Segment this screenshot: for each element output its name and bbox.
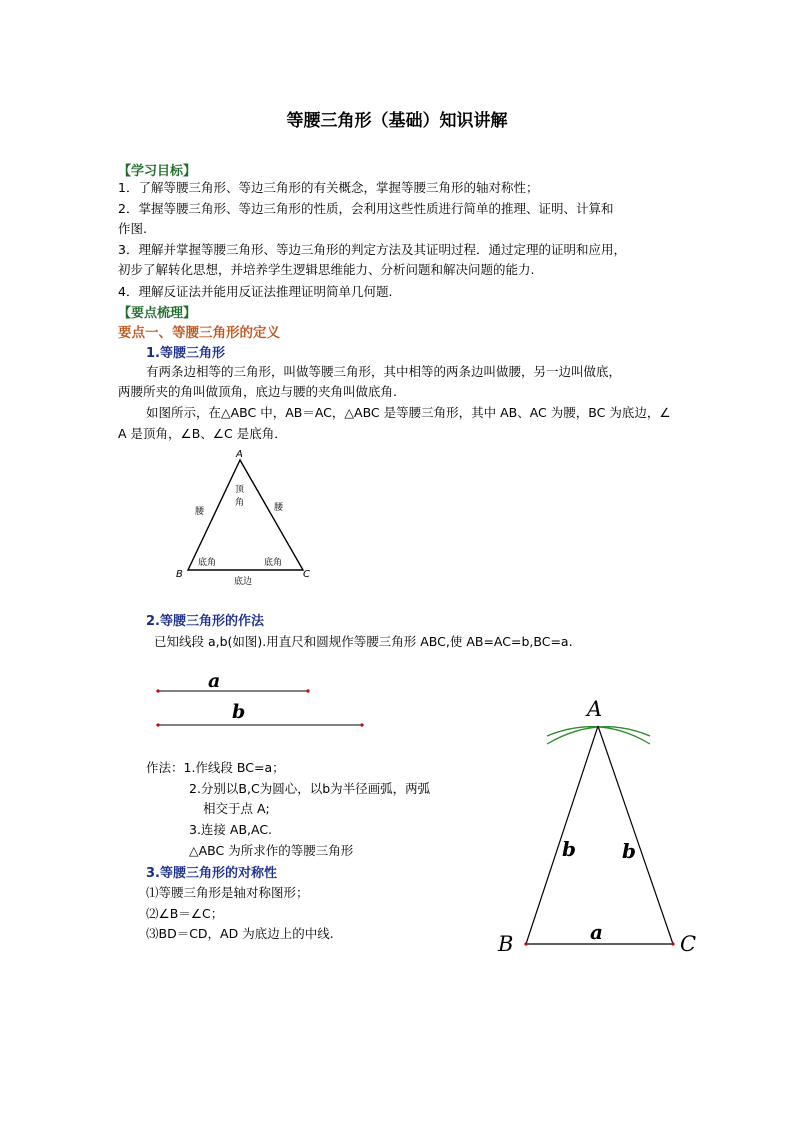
- segment-endpoint: [156, 723, 159, 726]
- point-c: [671, 942, 674, 945]
- apex-angle-label: 顶: [235, 485, 245, 495]
- side-ab: [526, 726, 598, 944]
- sub-heading-construction: 2.等腰三角形的作法: [146, 614, 264, 629]
- goal-line: 初步了解转化思想，并培养学生逻辑思维能力、分析问题和解决问题的能力.: [118, 262, 535, 277]
- triangle-outline: [188, 460, 303, 570]
- base-label: 底边: [234, 577, 253, 587]
- symmetry-line: ⑶BD＝CD，AD 为底边上的中线.: [146, 926, 334, 941]
- goal-line: 作图.: [118, 221, 147, 236]
- sub-heading-definition: 1.等腰三角形: [146, 346, 225, 361]
- definition-line: A 是顶角，∠B、∠C 是底角．: [118, 426, 287, 441]
- side-ac-label: b: [622, 839, 636, 863]
- construction-step: 2.分别以B,C为圆心，以b为半径画弧，两弧: [189, 781, 431, 796]
- goal-line: 3．理解并掌握等腰三角形、等边三角形的判定方法及其证明过程．通过定理的证明和应用，: [118, 242, 626, 257]
- left-leg-label: 腰: [195, 507, 205, 517]
- given-segments-figure: [150, 668, 380, 730]
- construction-step: △ABC 为所求作的等腰三角形: [189, 843, 354, 858]
- point-one-heading: 要点一、等腰三角形的定义: [118, 325, 280, 341]
- vertex-c-label: C: [303, 569, 310, 580]
- construction-triangle-figure: [490, 692, 710, 960]
- goal-line: 4．理解反证法并能用反证法推理证明简单几何题.: [118, 284, 393, 299]
- vertex-a-label: A: [587, 697, 603, 721]
- point-b: [524, 942, 527, 945]
- isosceles-triangle-figure: [170, 446, 320, 588]
- construction-step: 相交于点 A;: [203, 801, 270, 816]
- vertex-b-label: B: [176, 569, 183, 580]
- apex-angle-label: 角: [235, 498, 245, 508]
- right-leg-label: 腰: [274, 503, 284, 513]
- definition-line: 有两条边相等的三角形，叫做等腰三角形，其中相等的两条边叫做腰，另一边叫做底，: [146, 364, 622, 379]
- segment-endpoint: [360, 723, 363, 726]
- construction-step: 3.连接 AB,AC.: [189, 822, 273, 837]
- segment-endpoint: [306, 689, 309, 692]
- symmetry-line: ⑴等腰三角形是轴对称图形；: [146, 885, 309, 900]
- segment-b-label: b: [232, 701, 246, 723]
- vertex-a-label: A: [236, 449, 243, 460]
- points-heading: 【要点梳理】: [118, 306, 197, 321]
- construction-step: 作法：1.作线段 BC=a；: [146, 760, 285, 775]
- goals-heading: 【学习目标】: [118, 164, 197, 179]
- side-bc-label: a: [590, 920, 603, 944]
- segment-endpoint: [156, 689, 159, 692]
- construction-intro: 已知线段 a,b(如图).用直尺和圆规作等腰三角形 ABC,使 AB=AC=b,BC=a.: [154, 634, 573, 649]
- vertex-c-label: C: [680, 932, 697, 956]
- vertex-b-label: B: [498, 932, 514, 956]
- goal-line: 2．掌握等腰三角形、等边三角形的性质，会利用这些性质进行简单的推理、证明、计算和: [118, 201, 614, 216]
- page-title: 等腰三角形（基础）知识讲解: [286, 111, 508, 131]
- side-ac: [598, 726, 673, 944]
- base-angle-label: 底角: [264, 558, 283, 568]
- goal-line: 1．了解等腰三角形、等边三角形的有关概念，掌握等腰三角形的轴对称性；: [118, 180, 539, 195]
- base-angle-label: 底角: [198, 558, 217, 568]
- side-ab-label: b: [562, 837, 576, 861]
- segment-a-label: a: [208, 670, 221, 692]
- definition-line: 如图所示，在△ABC 中，AB＝AC，△ABC 是等腰三角形，其中 AB、AC 为腰，BC 为底边，∠: [146, 405, 671, 420]
- sub-heading-symmetry: 3.等腰三角形的对称性: [146, 866, 277, 881]
- definition-line: 两腰所夹的角叫做顶角，底边与腰的夹角叫做底角.: [118, 384, 397, 399]
- symmetry-line: ⑵∠B＝∠C；: [146, 906, 224, 921]
